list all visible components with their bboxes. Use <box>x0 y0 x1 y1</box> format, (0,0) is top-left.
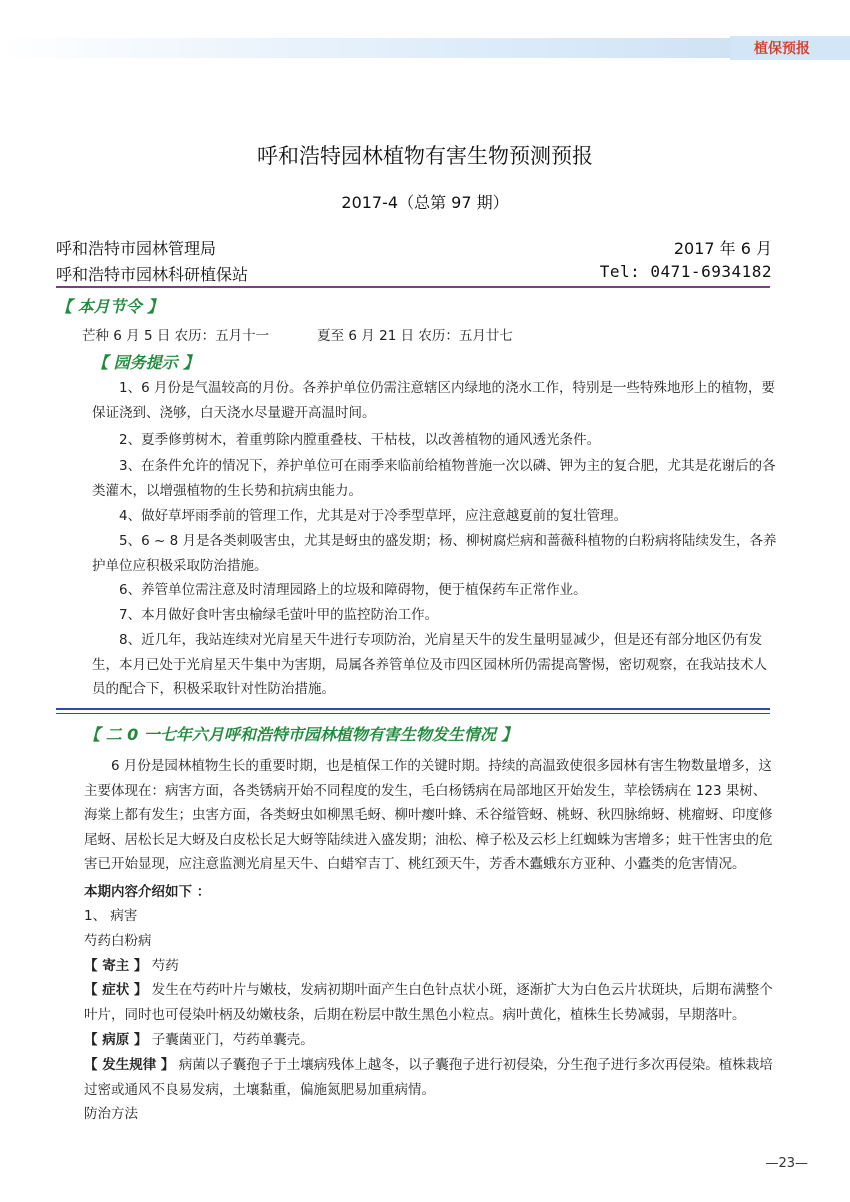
org-name-bureau: 呼和浩特市园林管理局 <box>56 239 217 258</box>
section-heading-tips: 【 园务提示 】 <box>92 353 200 372</box>
host-label: 【 寄主 】 <box>84 958 148 974</box>
tip-item-1: 1、6 月份是气温较高的月份。各养护单位仍需注意辖区内绿地的浇水工作，特别是一些特殊地形上的植物，要保证浇到、浇够，白天浇水尽量避开高温时间。 <box>92 380 775 421</box>
solar-terms <box>82 324 513 344</box>
tip-item-2: 2、夏季修剪树木，着重剪除内膛重叠枝、干枯枝，以改善植物的通风透光条件。 <box>119 432 601 448</box>
org-name-station: 呼和浩特市园林科研植保站 <box>56 265 249 284</box>
symptom-paragraph <box>84 978 778 1027</box>
section-heading-situation: 【 二 0 一七年六月呼和浩特市园林植物有害生物发生情况 】 <box>84 725 518 744</box>
header-section-tag: 植保预报 <box>754 41 810 57</box>
tip-item-4: 4、做好草坪雨季前的管理工作，尤其是对于冷季型草坪，应注意越夏前的复壮管理。 <box>119 508 628 524</box>
publish-date: 2017 年 6 月 <box>673 239 772 258</box>
telephone: Tel: 0471-6934182 <box>599 262 772 281</box>
header-divider <box>56 286 770 288</box>
pattern-value: 病菌以子囊孢子于土壤病残体上越冬，以子囊孢子进行初侵染，分生孢子进行多次再侵染。植株栽培过密或通风不良易发病，土壤黏重，偏施氮肥易加重病情。 <box>84 1057 773 1098</box>
header-band <box>0 38 730 58</box>
tip-item-7: 7、本月做好食叶害虫榆绿毛萤叶甲的监控防治工作。 <box>119 607 439 623</box>
tip-item-5: 5、6 ~ 8 月是各类刺吸害虫，尤其是蚜虫的盛发期；杨、柳树腐烂病和蔷薇科植物的白粉病将陆续发生，各养护单位应积极采取防治措施。 <box>92 533 777 574</box>
symptom-label: 【 症状 】 <box>84 982 148 998</box>
host-value: 芍药 <box>151 958 179 974</box>
pathogen-row <box>84 1028 314 1053</box>
pathogen-label: 【 病原 】 <box>84 1032 148 1048</box>
org-row-2 <box>56 262 772 285</box>
issue-number: 2017-4（总第 97 期） <box>341 193 509 212</box>
content-intro: 本期内容介绍如下 ： <box>84 884 211 900</box>
pattern-label: 【 发生规律 】 <box>84 1057 175 1073</box>
disease-name: 芍药白粉病 <box>84 933 152 949</box>
page-number: —23— <box>765 1156 808 1171</box>
tip-item-6: 6、养管单位需注意及时清理园路上的垃圾和障碍物，便于植保药车正常作业。 <box>119 582 587 598</box>
solar-term-2: 夏至 6 月 21 日 农历：五月廿七 <box>317 328 513 344</box>
symptom-value: 发生在芍药叶片与嫩枝，发病初期叶面产生白色针点状小斑，逐渐扩大为白色云片状斑块，后期布满整个叶片，同时也可侵染叶柄及幼嫩枝条，后期在粉层中散生黑色小粒点。病叶黄化，植株生长势减弱，早期落叶。 <box>84 982 773 1023</box>
host-row <box>84 954 179 979</box>
section-heading-season: 【 本月节令 】 <box>56 297 164 316</box>
situation-intro: 6 月份是园林植物生长的重要时期，也是植保工作的关键时期。持续的高温致使很多园林有害生物数量增多，这主要体现在：病害方面，各类锈病开始不同程度的发生，毛白杨锈病在局部地区开始发生，苹桧锈病在 123 果树、海棠上都有发生；虫害方面，各类蚜虫如柳黑毛蚜、柳叶瘿叶蜂、禾谷缢管蚜、桃蚜、秋四脉绵蚜、桃瘤蚜、印度修尾蚜、居松长足大蚜及白皮松长足大蚜等陆续进入盛发期；油松、樟子松及云杉上红蜘蛛为害增多；蛀干性害虫的危害已开始显现，应注意监测光肩星天牛、白蜡窄吉丁、桃红颈天牛，芳香木蠹蛾东方亚种、小蠹类的危害情况。 <box>84 758 773 872</box>
org-row-1 <box>56 236 772 259</box>
tip-item-3: 3、在条件允许的情况下，养护单位可在雨季来临前给植物普施一次以磷、钾为主的复合肥，尤其是花谢后的各类灌木，以增强植物的生长势和抗病虫能力。 <box>92 458 776 499</box>
section-disease: 1、 病害 <box>84 908 138 924</box>
pathogen-value: 子囊菌亚门，芍药单囊壳。 <box>151 1032 314 1048</box>
section-divider <box>56 708 770 714</box>
tip-item-8: 8、近几年，我站连续对光肩星天牛进行专项防治，光肩星天牛的发生量明显减少，但是还有部分地区仍有发生，本月已处于光肩星天牛集中为害期，局属各养管单位及市四区园林所仍需提高警惕，密切观察，在我站技术人员的配合下，积极采取针对性防治措施。 <box>92 632 767 697</box>
document-title: 呼和浩特园林植物有害生物预测预报 <box>257 144 593 168</box>
control-heading: 防治方法 <box>84 1106 138 1122</box>
pattern-paragraph <box>84 1053 778 1102</box>
solar-term-1: 芒种 6 月 5 日 农历：五月十一 <box>82 328 270 344</box>
